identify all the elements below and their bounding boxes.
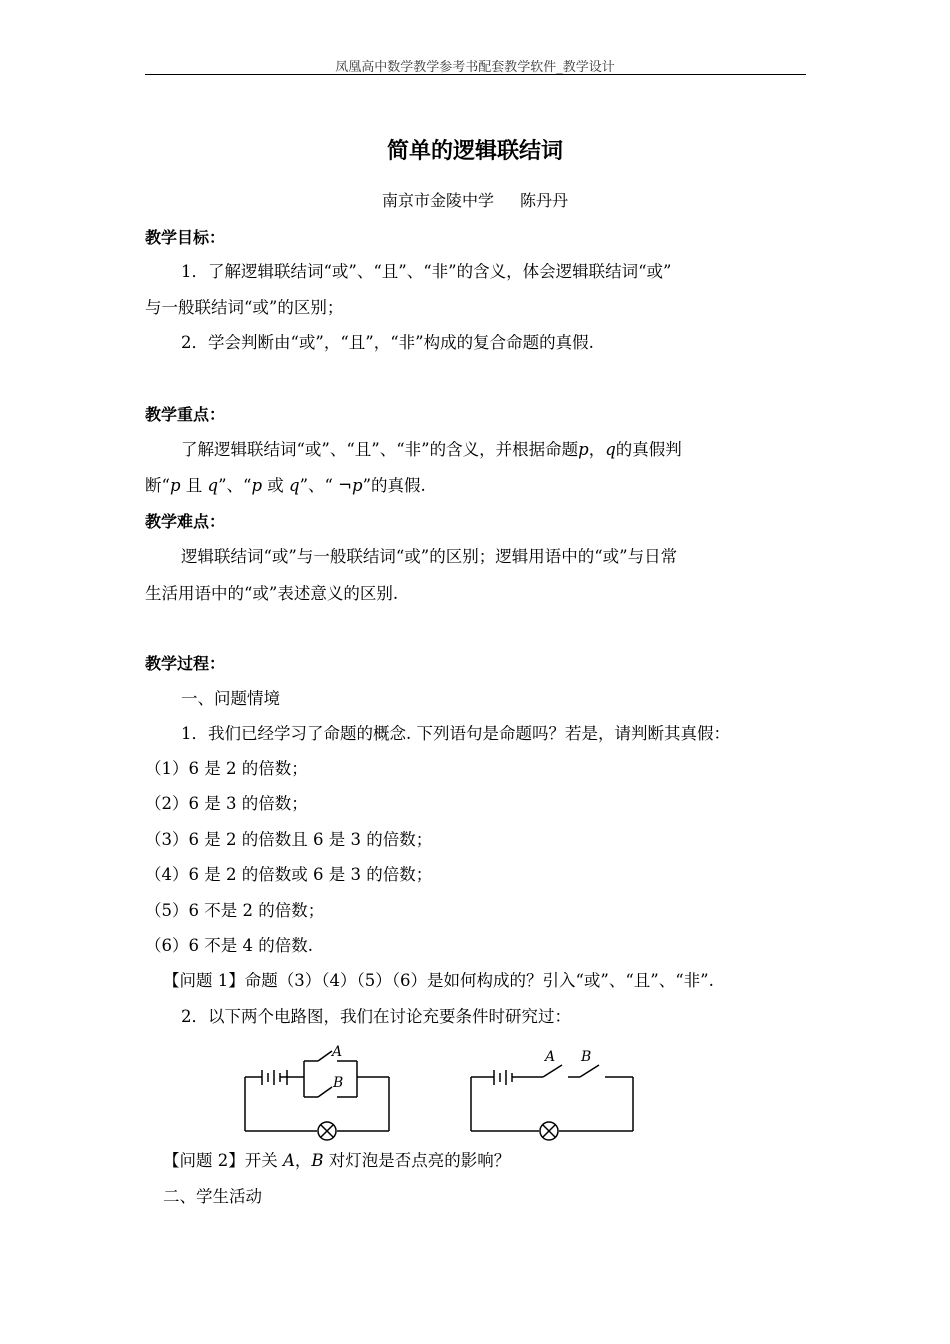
question-2-text: 【问题 2】开关 <box>163 1151 283 1170</box>
key-points-text: ”、“ ¬ <box>299 476 353 495</box>
var-a: A <box>283 1151 295 1170</box>
separator: ， <box>588 440 606 459</box>
var-p: p <box>578 440 589 459</box>
separator: ， <box>294 1151 312 1170</box>
key-points-heading: 教学重点： <box>145 405 226 424</box>
question-1: 【问题 1】命题（3）（4）（5）（6）是如何构成的？引入“或”、“且”、“非”. <box>163 971 714 990</box>
key-points-text: ”的真假. <box>362 476 426 495</box>
goal-1-line-1: 1．了解逻辑联结词“或”、“且”、“非”的含义，体会逻辑联结词“或” <box>181 262 672 281</box>
circuit-diagrams <box>0 1035 950 1147</box>
key-points-text: 了解逻辑联结词“或”、“且”、“非”的含义，并根据命题 <box>181 440 579 459</box>
list-item: （2）6 是 3 的倍数； <box>145 794 308 813</box>
switch-a-blade <box>318 1051 332 1061</box>
switch-b-label: B <box>333 1075 344 1091</box>
switch-a-label: A <box>545 1049 556 1065</box>
question-2-intro: 2．以下两个电路图，我们在讨论充要条件时研究过： <box>181 1007 571 1026</box>
word-or: 或 <box>262 476 289 495</box>
var-q: q <box>289 476 300 495</box>
key-points-line-1 <box>181 436 682 460</box>
list-item: （1）6 是 2 的倍数； <box>145 759 308 778</box>
header-divider <box>145 74 806 75</box>
goal-2: 2．学会判断由“或”，“且”，“非”构成的复合命题的真假. <box>181 333 594 352</box>
list-item: （5）6 不是 2 的倍数； <box>145 901 325 920</box>
part-2-heading: 二、学生活动 <box>163 1187 262 1206</box>
key-points-line-2 <box>145 472 426 496</box>
difficulties-line-1: 逻辑联结词“或”与一般联结词“或”的区别；逻辑用语中的“或”与日常 <box>181 547 678 566</box>
switch-a-blade <box>543 1065 562 1077</box>
var-q: q <box>605 440 616 459</box>
document-title: 简单的逻辑联结词 <box>386 139 563 164</box>
question-2 <box>163 1147 510 1171</box>
question-intro: 1．我们已经学习了命题的概念. 下列语句是命题吗？若是，请判断其真假： <box>181 724 730 743</box>
author-name: 陈丹丹 <box>520 191 569 210</box>
page-header: 凤凰高中数学教学参考书配套教学软件_教学设计 <box>335 60 615 75</box>
var-q: q <box>207 476 219 495</box>
var-p: p <box>352 476 363 495</box>
question-2-text: 对灯泡是否点亮的影响？ <box>323 1151 511 1170</box>
list-item: （4）6 是 2 的倍数或 6 是 3 的倍数； <box>145 865 433 884</box>
series-circuit <box>471 1065 633 1140</box>
key-points-text: 的真假判 <box>615 440 682 459</box>
list-item: （6）6 不是 4 的倍数. <box>145 936 313 955</box>
var-b: B <box>311 1151 324 1170</box>
switch-b-blade <box>580 1065 599 1077</box>
switch-a-label: A <box>332 1044 343 1060</box>
switch-b-blade <box>318 1087 332 1097</box>
goal-1-line-2: 与一般联结词“或”的区别； <box>145 298 344 317</box>
author-line <box>0 188 950 211</box>
process-heading: 教学过程： <box>145 654 226 673</box>
goals-heading: 教学目标： <box>145 228 226 247</box>
word-and: 且 <box>180 476 208 495</box>
parallel-circuit <box>245 1051 389 1140</box>
key-points-text: ”、“ <box>218 476 252 495</box>
switch-b-label: B <box>581 1049 592 1065</box>
key-points-text: 断“ <box>145 476 170 495</box>
difficulties-heading: 教学难点： <box>145 512 226 531</box>
var-p: p <box>251 476 262 495</box>
list-item: （3）6 是 2 的倍数且 6 是 3 的倍数； <box>145 830 433 849</box>
author-school: 南京市金陵中学 <box>381 191 494 210</box>
part-1-heading: 一、问题情境 <box>181 689 280 708</box>
difficulties-line-2: 生活用语中的“或”表述意义的区别. <box>145 584 399 603</box>
var-p: p <box>169 476 181 495</box>
